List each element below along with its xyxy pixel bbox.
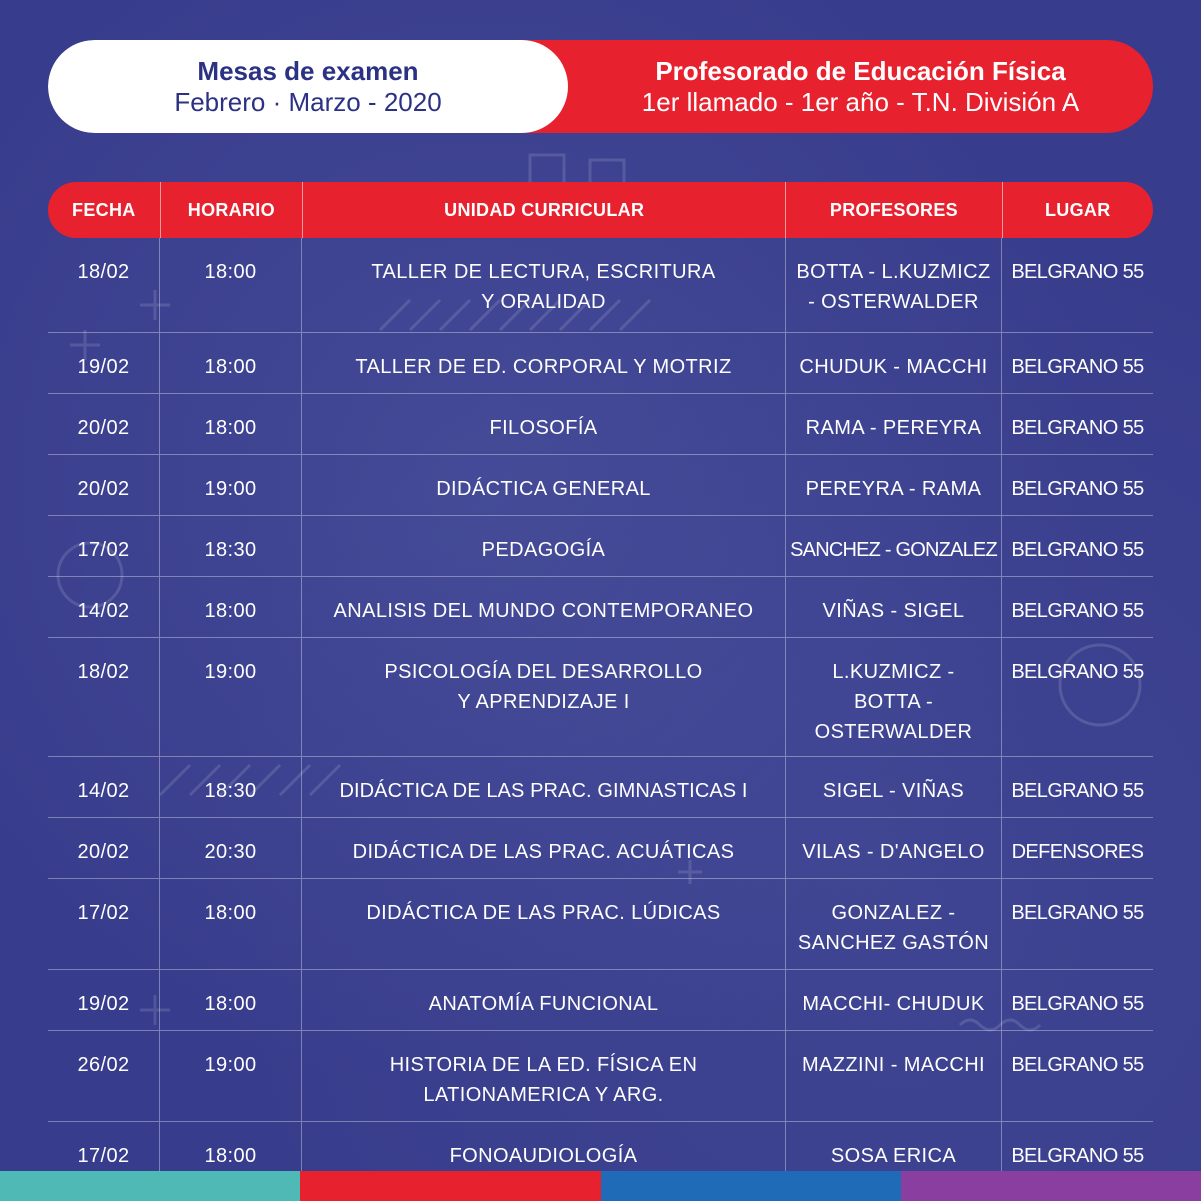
cell-horario: 18:00 <box>160 879 302 969</box>
cell-unidad: TALLER DE ED. CORPORAL Y MOTRIZ <box>302 333 786 393</box>
cell-lugar: BELGRANO 55 <box>1011 993 1144 1015</box>
cell-horario: 19:00 <box>160 1031 302 1121</box>
cell-unidad: PSICOLOGÍA DEL DESARROLLO Y APRENDIZAJE I <box>302 638 786 756</box>
cell-profesores: L.KUZMICZ - BOTTA - OSTERWALDER <box>786 638 1002 756</box>
table-row <box>48 638 1153 757</box>
exam-title: Mesas de examen <box>197 55 419 86</box>
cell-horario: 18:30 <box>160 516 302 576</box>
cell-fecha: 14/02 <box>48 757 160 817</box>
cell-horario: 18:00 <box>160 970 302 1030</box>
cell-horario: 18:00 <box>160 238 302 332</box>
cell-fecha: 17/02 <box>48 516 160 576</box>
column-header-profesores: PROFESORES <box>786 182 1002 238</box>
cell-profesores: SIGEL - VIÑAS <box>786 757 1002 817</box>
cell-lugar: BELGRANO 55 <box>1011 1145 1144 1167</box>
cell-unidad: DIDÁCTICA DE LAS PRAC. GIMNASTICAS I <box>302 757 786 817</box>
cell-fecha: 20/02 <box>48 818 160 878</box>
table-row <box>48 238 1153 333</box>
cell-fecha: 18/02 <box>48 638 160 756</box>
cell-profesores: VILAS - D'ANGELO <box>786 818 1002 878</box>
bottom-color-bar <box>0 1171 1201 1201</box>
cell-horario: 18:00 <box>160 394 302 454</box>
table-row <box>48 1031 1153 1122</box>
cell-profesores: CHUDUK - MACCHI <box>786 333 1002 393</box>
cell-fecha: 26/02 <box>48 1031 160 1121</box>
program-title: Profesorado de Educación Física <box>655 55 1066 86</box>
cell-unidad: TALLER DE LECTURA, ESCRITURA Y ORALIDAD <box>302 238 786 332</box>
cell-lugar: DEFENSORES <box>1011 841 1144 863</box>
table-header <box>48 182 1153 238</box>
cell-unidad: PEDAGOGÍA <box>302 516 786 576</box>
cell-horario: 19:00 <box>160 638 302 756</box>
cell-profesores: GONZALEZ - SANCHEZ GASTÓN <box>786 879 1002 969</box>
bottom-bar-teal <box>0 1171 300 1201</box>
cell-fecha: 19/02 <box>48 333 160 393</box>
cell-fecha: 20/02 <box>48 394 160 454</box>
cell-lugar: BELGRANO 55 <box>1011 661 1144 683</box>
cell-unidad: DIDÁCTICA GENERAL <box>302 455 786 515</box>
cell-horario: 18:30 <box>160 757 302 817</box>
cell-fecha: 18/02 <box>48 238 160 332</box>
table-row <box>48 333 1153 394</box>
cell-profesores: SANCHEZ - GONZALEZ <box>786 516 1002 576</box>
cell-unidad: HISTORIA DE LA ED. FÍSICA EN LATIONAMERICA Y ARG. <box>302 1031 786 1121</box>
header-banner <box>48 40 1153 133</box>
table-row <box>48 970 1153 1031</box>
cell-lugar: BELGRANO 55 <box>1011 417 1144 439</box>
cell-profesores: RAMA - PEREYRA <box>786 394 1002 454</box>
cell-horario: 19:00 <box>160 455 302 515</box>
cell-lugar: BELGRANO 55 <box>1011 902 1144 924</box>
bottom-bar-purple <box>901 1171 1201 1201</box>
cell-profesores: MAZZINI - MACCHI <box>786 1031 1002 1121</box>
cell-profesores: MACCHI- CHUDUK <box>786 970 1002 1030</box>
cell-fecha: 17/02 <box>48 879 160 969</box>
cell-unidad: FILOSOFÍA <box>302 394 786 454</box>
cell-horario: 18:00 <box>160 1122 302 1182</box>
exam-period: Febrero · Marzo - 2020 <box>174 86 442 117</box>
table-row <box>48 577 1153 638</box>
column-header-unidad-curricular: UNIDAD CURRICULAR <box>303 182 786 238</box>
cell-unidad: ANALISIS DEL MUNDO CONTEMPORANEO <box>302 577 786 637</box>
cell-unidad: DIDÁCTICA DE LAS PRAC. ACUÁTICAS <box>302 818 786 878</box>
cell-fecha: 14/02 <box>48 577 160 637</box>
cell-lugar: BELGRANO 55 <box>1011 539 1144 561</box>
cell-fecha: 20/02 <box>48 455 160 515</box>
cell-horario: 18:00 <box>160 577 302 637</box>
cell-lugar: BELGRANO 55 <box>1011 600 1144 622</box>
cell-lugar: BELGRANO 55 <box>1011 356 1144 378</box>
column-header-horario: HORARIO <box>161 182 303 238</box>
cell-unidad: ANATOMÍA FUNCIONAL <box>302 970 786 1030</box>
exam-table-body <box>48 238 1153 1182</box>
table-row <box>48 455 1153 516</box>
cell-lugar: BELGRANO 55 <box>1011 1054 1144 1076</box>
bottom-bar-blue <box>601 1171 901 1201</box>
cell-lugar: BELGRANO 55 <box>1011 478 1144 500</box>
program-subtitle: 1er llamado - 1er año - T.N. División A <box>641 86 1080 117</box>
table-row <box>48 818 1153 879</box>
header-exam-panel <box>48 40 568 133</box>
column-header-lugar: LUGAR <box>1045 199 1111 220</box>
cell-unidad: FONOAUDIOLOGÍA <box>302 1122 786 1182</box>
cell-fecha: 17/02 <box>48 1122 160 1182</box>
cell-fecha: 19/02 <box>48 970 160 1030</box>
cell-profesores: BOTTA - L.KUZMICZ - OSTERWALDER <box>786 238 1002 332</box>
cell-lugar: BELGRANO 55 <box>1011 780 1144 802</box>
table-row <box>48 757 1153 818</box>
cell-unidad: DIDÁCTICA DE LAS PRAC. LÚDICAS <box>302 879 786 969</box>
table-row <box>48 394 1153 455</box>
header-program-panel <box>518 40 1153 133</box>
cell-profesores: PEREYRA - RAMA <box>786 455 1002 515</box>
cell-lugar: BELGRANO 55 <box>1011 261 1144 283</box>
table-row <box>48 879 1153 970</box>
table-row <box>48 516 1153 577</box>
bottom-bar-red <box>300 1171 600 1201</box>
column-header-fecha: FECHA <box>48 182 161 238</box>
cell-horario: 18:00 <box>160 333 302 393</box>
cell-profesores: SOSA ERICA <box>786 1122 1002 1182</box>
cell-horario: 20:30 <box>160 818 302 878</box>
cell-profesores: VIÑAS - SIGEL <box>786 577 1002 637</box>
